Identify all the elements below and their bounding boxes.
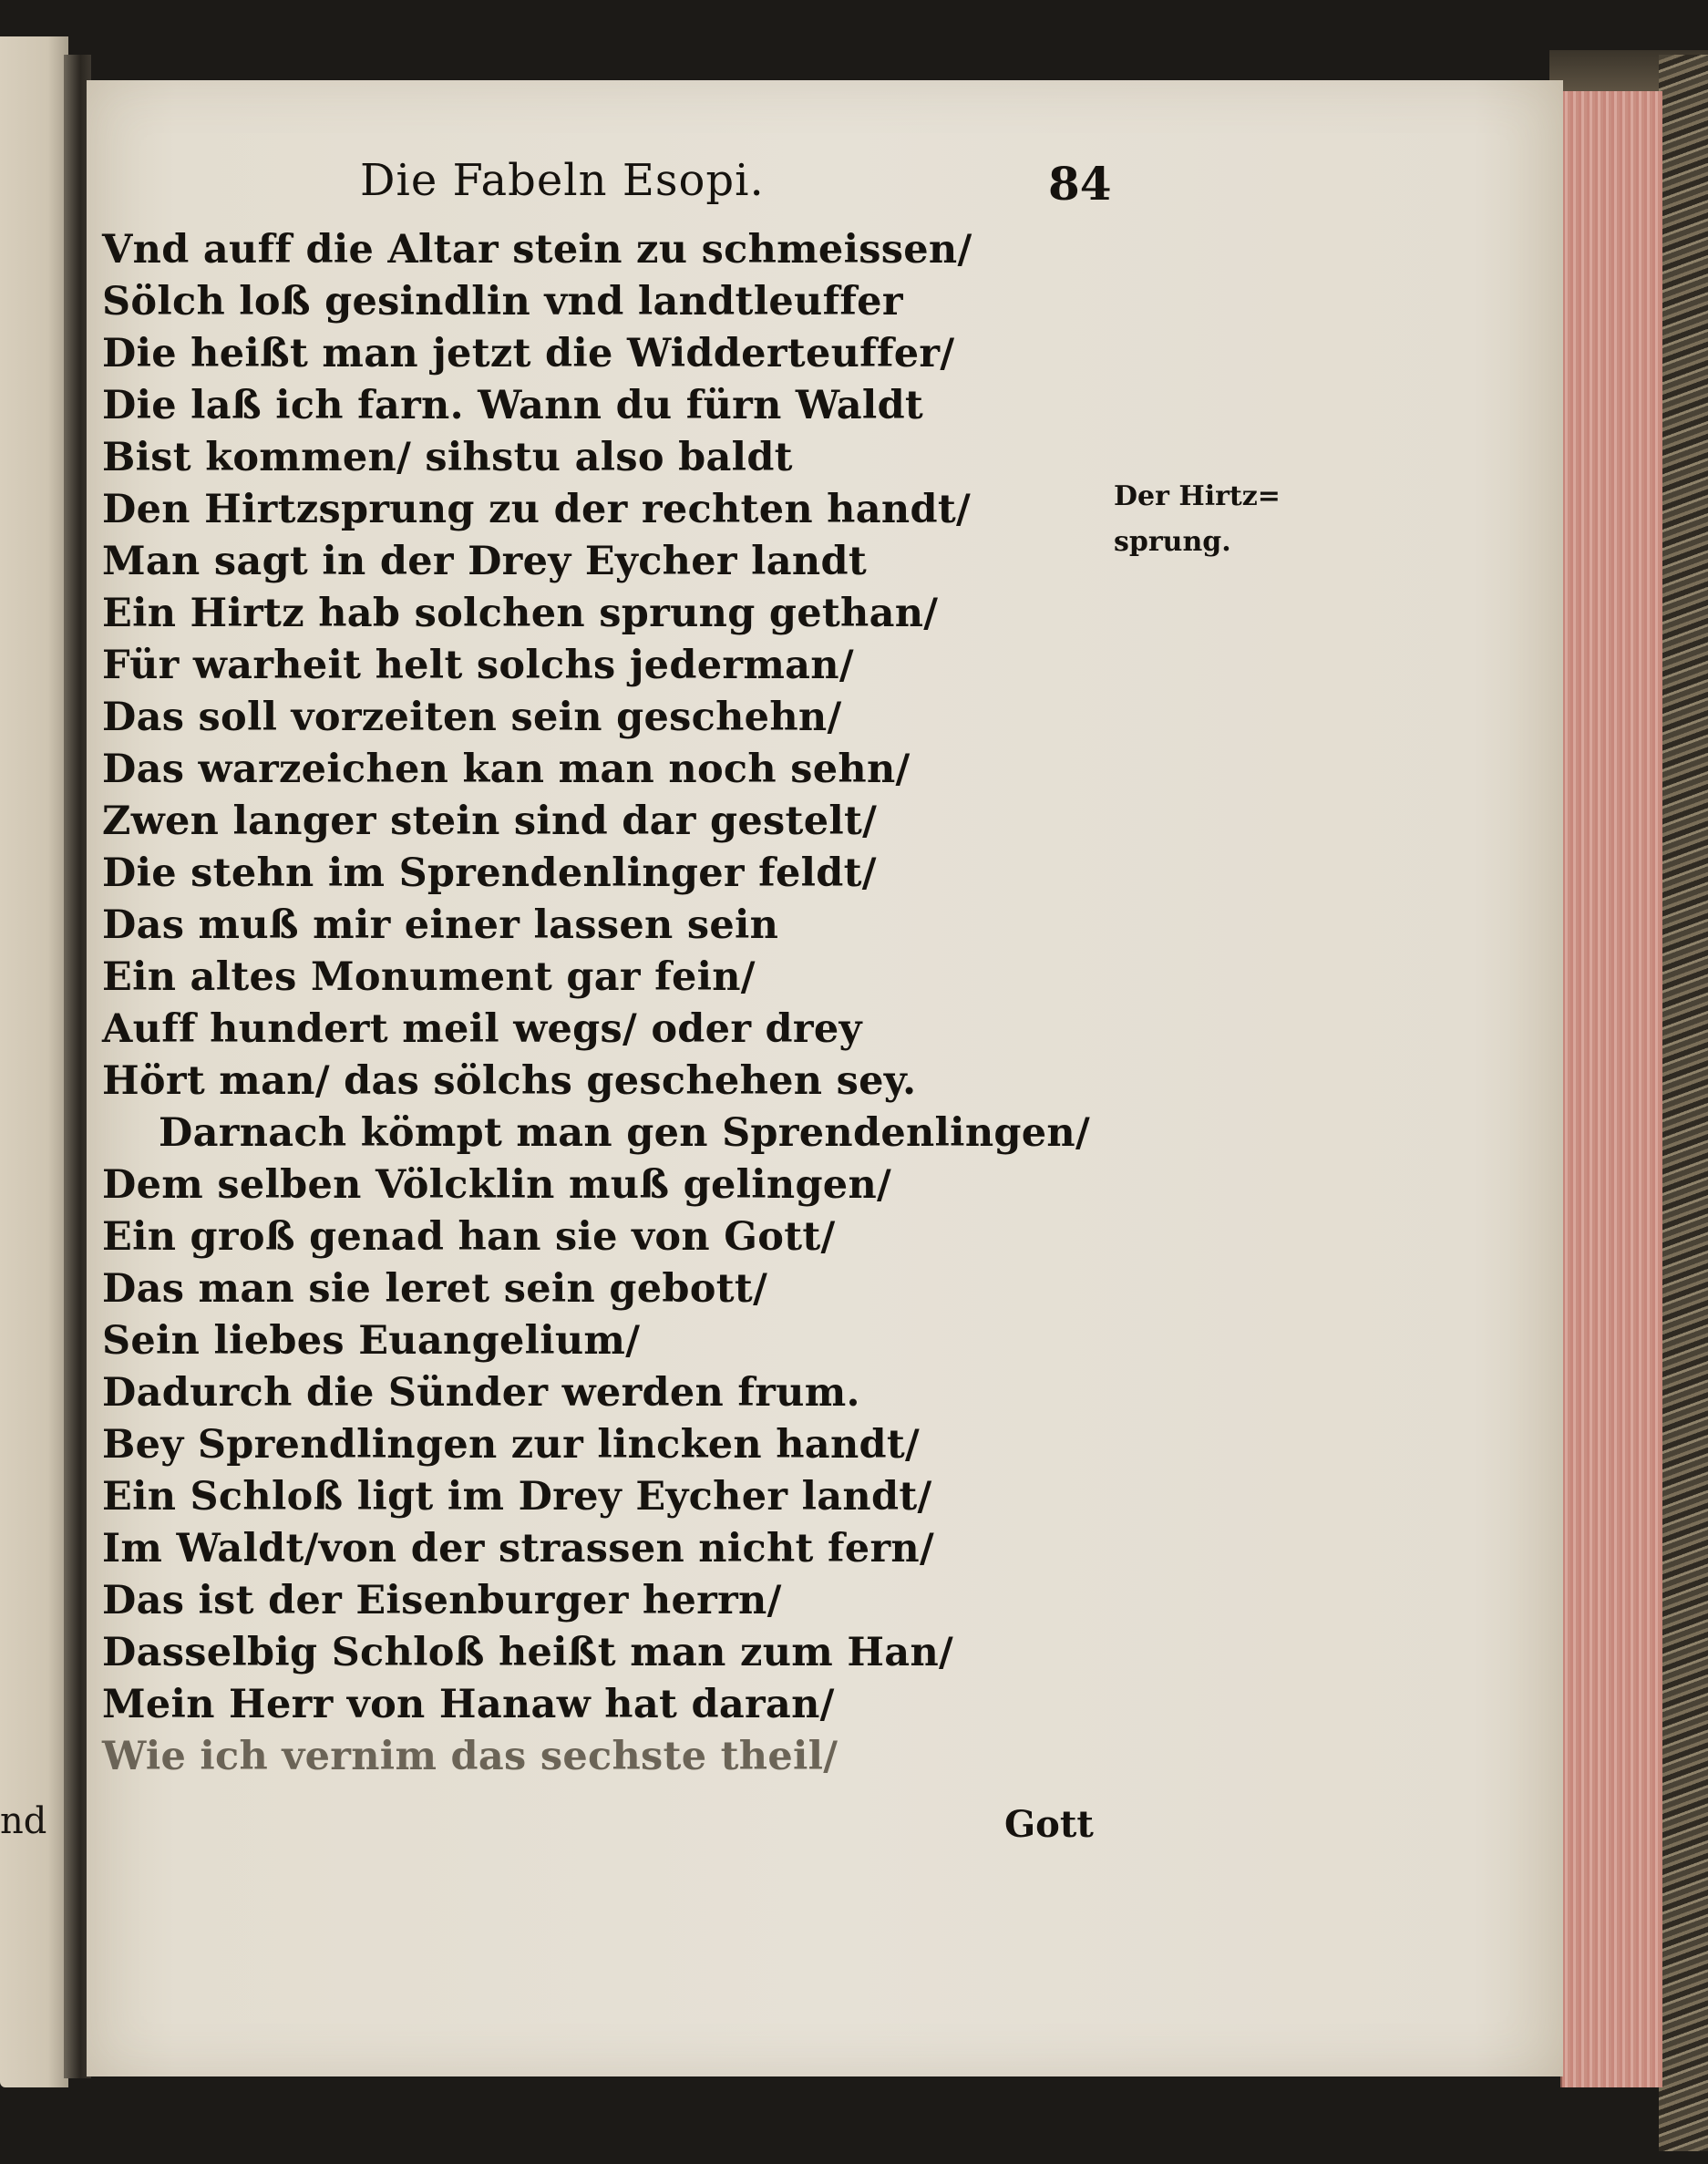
verse-line: Ein groß genad han sie von Gott/ [102, 1214, 836, 1260]
left-page-edge [0, 36, 68, 2087]
verse-line: Ein altes Monument gar fein/ [102, 954, 756, 1000]
verse-line: Wie ich vernim das sechste theil/ [102, 1734, 839, 1779]
verse-line: Auff hundert meil wegs/ oder drey [102, 1006, 862, 1052]
page-header [87, 155, 1563, 219]
verse-line: Das muß mir einer lassen sein [102, 902, 779, 948]
marginal-note-line: Der Hirtz= [1114, 480, 1281, 512]
verse-line: Das man sie leret sein gebott/ [102, 1266, 768, 1312]
verse-line: Bey Sprendlingen zur lincken handt/ [102, 1422, 921, 1468]
verse-line: Mein Herr von Hanaw hat daran/ [102, 1682, 835, 1727]
verse-line: Das warzeichen kan man noch sehn/ [102, 747, 911, 792]
left-page-fragment: nd [0, 1800, 47, 1842]
verse-line: Dasselbig Schloß heißt man zum Han/ [102, 1630, 954, 1675]
verse-line: Sölch loß gesindlin vnd landtleuffer [102, 279, 903, 325]
verse-line: Darnach kömpt man gen Sprendenlingen/ [159, 1110, 1090, 1156]
verse-line: Das ist der Eisenburger herrn/ [102, 1578, 782, 1623]
marginal-note [1114, 474, 1323, 565]
verse-line: Die stehn im Sprendenlinger feldt/ [102, 850, 877, 896]
red-page-edges [1560, 91, 1662, 2087]
verse-line: Man sagt in der Drey Eycher landt [102, 539, 868, 584]
verse-line: Sein liebes Euangelium/ [102, 1318, 641, 1364]
verse-line: Im Waldt/von der strassen nicht fern/ [102, 1526, 934, 1571]
verse-line: Den Hirtzsprung zu der rechten handt/ [102, 487, 972, 532]
verse-line: Die laß ich farn. Wann du fürn Waldt [102, 383, 924, 428]
catchword: Gott [1004, 1803, 1094, 1846]
page-number: 84 [1048, 157, 1112, 211]
verse-line: Ein Hirtz hab solchen sprung gethan/ [102, 591, 939, 636]
verse-line: Ein Schloß ligt im Drey Eycher landt/ [102, 1474, 932, 1520]
book-cover-edge [1659, 55, 1708, 2151]
verse-line: Für warheit helt solchs jederman/ [102, 643, 854, 688]
running-title: Die Fabeln Esopi. [360, 155, 765, 206]
verse-line: Die heißt man jetzt die Widderteuffer/ [102, 331, 955, 376]
verse-text [102, 224, 1090, 1783]
verse-line: Dem selben Völcklin muß gelingen/ [102, 1162, 892, 1208]
verse-line: Zwen langer stein sind dar gestelt/ [102, 799, 878, 844]
marginal-note-line: sprung. [1114, 526, 1231, 558]
verse-line: Hört man/ das sölchs geschehen sey. [102, 1058, 917, 1104]
verse-line: Dadurch die Sünder werden frum. [102, 1370, 860, 1416]
verse-line: Bist kommen/ sihstu also baldt [102, 435, 793, 480]
verse-line: Vnd auff die Altar stein zu schmeissen/ [102, 227, 972, 273]
verse-line: Das soll vorzeiten sein geschehn/ [102, 695, 842, 740]
